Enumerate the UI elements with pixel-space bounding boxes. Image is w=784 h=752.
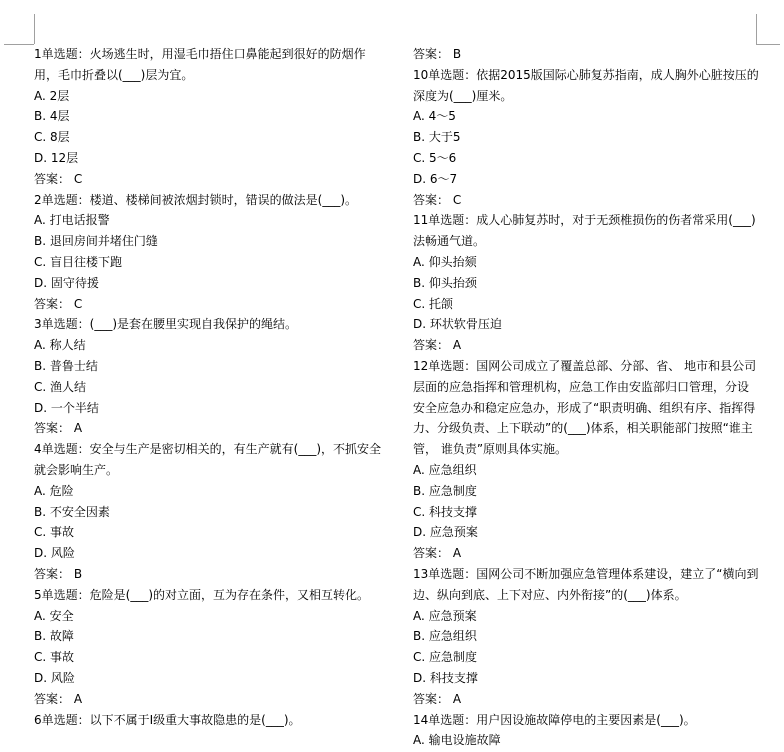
answer-option: B. 大于5 [413, 130, 461, 145]
crop-mark-top-right-vertical [756, 14, 757, 44]
right-column [413, 44, 759, 751]
answer-option: A. 称人结 [34, 338, 86, 353]
answer-option: B. 故障 [34, 629, 74, 644]
answer-option: C. 渔人结 [34, 379, 87, 394]
answer-option: B. 4层 [34, 109, 70, 124]
answer-option: B. 普鲁士结 [34, 358, 98, 373]
crop-mark-top-left-vertical [34, 14, 35, 44]
answer-option: A. 打电话报警 [34, 213, 110, 228]
question-text: 3单选题：(___)是套在腰里实现自我保护的绳结。 [34, 317, 297, 332]
answer-option: C. 盲目往楼下跑 [34, 254, 123, 269]
answer-option: A. 安全 [34, 608, 74, 623]
answer-option: C. 事故 [34, 650, 75, 665]
answer-key: 答案： A [413, 546, 462, 561]
answer-key: 答案： C [34, 296, 83, 311]
answer-option: C. 5～6 [413, 150, 457, 165]
answer-option: D. 风险 [34, 670, 75, 685]
question-text: 11单选题：成人心肺复苏时，对于无颈椎损伤的伤者常采用(___)法畅通气道。 [413, 213, 756, 249]
answer-option: D. 12层 [34, 150, 79, 165]
question-text: 4单选题：安全与生产是密切相关的，有生产就有(___)，不抓安全就会影响生产。 [34, 442, 382, 477]
answer-option: A. 仰头抬颏 [413, 254, 477, 269]
answer-option: C. 事故 [34, 525, 75, 540]
crop-mark-top-right-horizontal [756, 44, 780, 45]
answer-key: 答案： A [34, 691, 83, 706]
answer-option: A. 4～5 [413, 109, 456, 124]
question-text: 10单选题：依据2015版国际心肺复苏指南，成人胸外心脏按压的深度为(___)厘米。 [413, 67, 759, 103]
left-column [34, 44, 384, 730]
answer-key: 答案： C [413, 192, 462, 207]
answer-option: C. 应急制度 [413, 650, 478, 665]
question-text: 6单选题：以下不属于Ⅰ级重大事故隐患的是(___)。 [34, 712, 301, 727]
answer-option: A. 应急组织 [413, 462, 477, 477]
answer-option: B. 退回房间并堵住门缝 [34, 234, 158, 249]
answer-option: D. 应急预案 [413, 525, 478, 540]
answer-option: D. 6～7 [413, 171, 458, 186]
question-text: 13单选题：国网公司不断加强应急管理体系建设，建立了“横向到边、纵向到底、上下对应、内外衔接”的(___)体系。 [413, 566, 759, 602]
answer-option: C. 托颌 [413, 296, 454, 311]
answer-option: B. 应急制度 [413, 483, 477, 498]
question-text: 5单选题：危险是(___)的对立面，互为存在条件，又相互转化。 [34, 587, 370, 602]
answer-option: A. 输电设施故障 [413, 733, 501, 748]
question-text: 12单选题：国网公司成立了覆盖总部、分部、省、 地市和县公司层面的应急指挥和管理机构，应急工作由安监部归口管理，分设安全应急办和稳定应急办，形成了“职责明确、组织有序、指挥得力、分级负责、上下联动”的(___)体系，相关职能部门按照“谁主管， 谁负责”原则具体实施。 [413, 358, 757, 457]
answer-option: B. 应急组织 [413, 629, 477, 644]
answer-option: A. 2层 [34, 88, 70, 103]
answer-option: A. 应急预案 [413, 608, 477, 623]
answer-key: 答案： A [34, 421, 83, 436]
question-text: 14单选题：用户因设施故障停电的主要因素是(___)。 [413, 712, 696, 727]
answer-option: D. 科技支撑 [413, 670, 478, 685]
answer-key: 答案： C [34, 171, 83, 186]
answer-key: 答案： A [413, 338, 462, 353]
answer-option: D. 固守待援 [34, 275, 99, 290]
answer-key: 答案： B [34, 566, 83, 581]
answer-option: A. 危险 [34, 483, 74, 498]
question-text: 2单选题：楼道、楼梯间被浓烟封锁时，错误的做法是(___)。 [34, 192, 358, 207]
answer-key: 答案： A [413, 691, 462, 706]
answer-option: B. 仰头抬颈 [413, 275, 477, 290]
crop-mark-top-left-horizontal [4, 44, 34, 45]
answer-option: C. 8层 [34, 130, 70, 145]
answer-option: C. 科技支撑 [413, 504, 478, 519]
answer-option: D. 一个半结 [34, 400, 99, 415]
answer-option: D. 环状软骨压迫 [413, 317, 502, 332]
question-text: 1单选题：火场逃生时，用湿毛巾捂住口鼻能起到很好的防烟作用，毛巾折叠以(___)层为宜。 [34, 47, 366, 82]
answer-option: D. 风险 [34, 546, 75, 561]
answer-key: 答案： B [413, 47, 462, 61]
answer-option: B. 不安全因素 [34, 504, 110, 519]
